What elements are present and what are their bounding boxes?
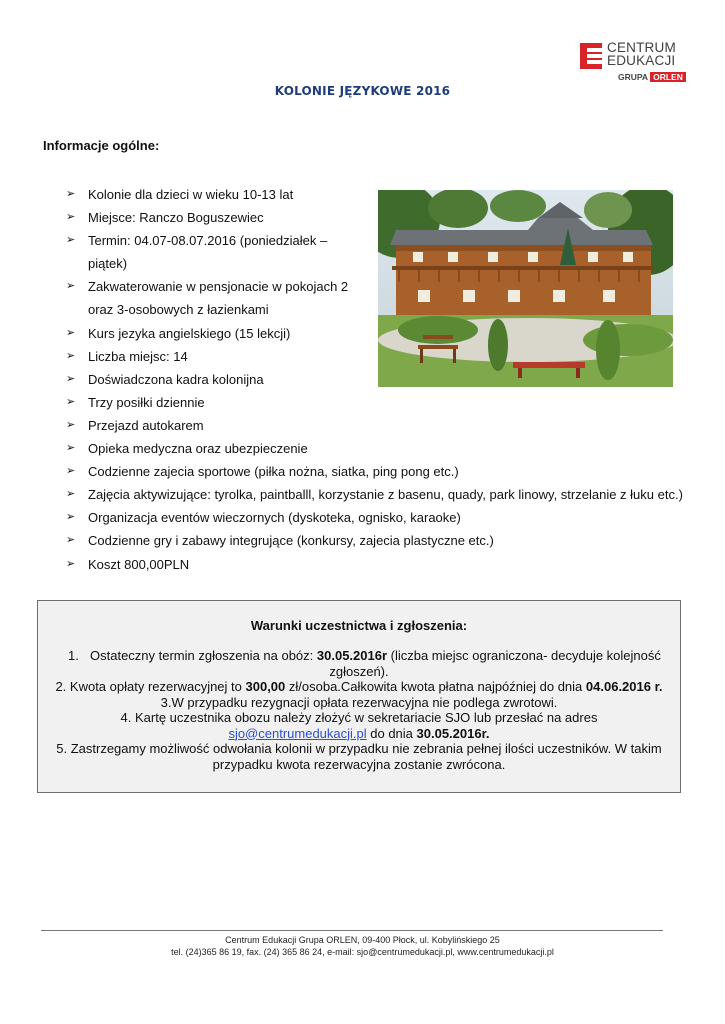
reservation-amount: 300,00 bbox=[245, 679, 286, 694]
list-item: ➢ Liczba miejsc: 14 bbox=[66, 345, 686, 368]
condition-item-4: 4. Kartę uczestnika obozu należy złożyć w sekretariacie SJO lub przesłać na adres sjo@centrumedukacji.pl do dnia 30.05.2016r. bbox=[120, 710, 598, 741]
conditions-body bbox=[42, 648, 676, 772]
condition-item-2: 2. Kwota opłaty rezerwacyjnej to 300,00 zł/osoba.Całkowita kwota płatna najpóźniej do dnia 04.06.2016 r. bbox=[55, 679, 663, 694]
arrow-bullet-icon: ➢ bbox=[66, 349, 76, 362]
list-item: ➢ Miejsce: Ranczo Boguszewiec bbox=[66, 206, 686, 229]
centrum-edukacji-logo bbox=[580, 40, 684, 84]
arrow-bullet-icon: ➢ bbox=[66, 488, 76, 501]
section-heading: Informacje ogólne: bbox=[43, 138, 160, 153]
arrow-bullet-icon: ➢ bbox=[66, 534, 76, 547]
arrow-bullet-icon: ➢ bbox=[66, 326, 76, 339]
arrow-bullet-icon: ➢ bbox=[66, 395, 76, 408]
email-link[interactable]: sjo@centrumedukacji.pl bbox=[228, 725, 367, 741]
logo-line1: CENTRUM bbox=[607, 40, 676, 55]
list-item: ➢ Zajęcia aktywizujące: tyrolka, paintballl, korzystanie z basenu, quady, park linowy, strzelanie z łuku etc.) bbox=[66, 483, 686, 506]
list-item: ➢ Przejazd autokarem bbox=[66, 414, 686, 437]
ranch-photo bbox=[378, 190, 673, 387]
document-title: KOLONIE JĘZYKOWE 2016 bbox=[274, 84, 451, 98]
condition-item-5: 5. Zastrzegamy możliwość odwołania kolonii w przypadku nie zebrania pełnej ilości uczestników. W takim przypadku kwota rezerwacyjna zostanie zwrócona. bbox=[56, 741, 662, 772]
list-item: ➢ Kolonie dla dzieci w wieku 10-13 lat bbox=[66, 183, 686, 206]
payment-deadline: 04.06.2016 r. bbox=[585, 679, 663, 694]
arrow-bullet-icon: ➢ bbox=[66, 211, 76, 224]
footer-divider bbox=[41, 930, 663, 931]
condition-item-1-number: 1. bbox=[68, 648, 79, 663]
logo-grupa: GRUPA bbox=[618, 72, 649, 82]
arrow-bullet-icon: ➢ bbox=[66, 188, 76, 200]
arrow-bullet-icon: ➢ bbox=[66, 442, 76, 455]
list-item: ➢ Koszt 800,00PLN bbox=[66, 553, 686, 576]
arrow-bullet-icon: ➢ bbox=[66, 511, 76, 524]
footer-contact: tel. (24)365 86 19, fax. (24) 365 86 24, e-mail: sjo@centrumedukacji.pl, www.centrumedukacji.pl bbox=[171, 947, 554, 957]
arrow-bullet-icon: ➢ bbox=[66, 418, 76, 431]
arrow-bullet-icon: ➢ bbox=[66, 465, 76, 478]
arrow-bullet-icon: ➢ bbox=[66, 234, 76, 247]
list-item: ➢ Trzy posiłki dziennie bbox=[66, 391, 686, 414]
conditions-box bbox=[37, 600, 681, 793]
list-item: ➢ Doświadczona kadra kolonijna bbox=[66, 368, 686, 391]
card-deadline: 30.05.2016r. bbox=[416, 725, 490, 741]
arrow-bullet-icon: ➢ bbox=[66, 557, 76, 570]
logo-line2: EDUKACJI bbox=[607, 53, 676, 68]
logo-e-mark-icon bbox=[580, 43, 602, 69]
list-item: ➢ Opieka medyczna oraz ubezpieczenie bbox=[66, 437, 686, 460]
footer-address: Centrum Edukacji Grupa ORLEN, 09-400 Płock, ul. Kobylińskiego 25 bbox=[225, 935, 500, 945]
logo-orlen-badge: ORLEN bbox=[650, 72, 686, 82]
arrow-bullet-icon: ➢ bbox=[66, 280, 76, 293]
condition-item-1: 1. Ostateczny termin zgłoszenia na obóz: 30.05.2016r (liczba miejsc ograniczona- decyduje kolejność zgłoszeń). bbox=[68, 648, 661, 679]
list-item: ➢ Codzienne zajecia sportowe (piłka nożna, siatka, ping pong etc.) bbox=[66, 460, 686, 483]
list-item: ➢ Zakwaterowanie w pensjonacie w pokojach 2 oraz 3-osobowych z łazienkami bbox=[66, 275, 686, 321]
condition-item-3: 3.W przypadku rezygnacji opłata rezerwacyjna nie podlega zwrotowi. bbox=[160, 694, 558, 710]
list-item: ➢ Codzienne gry i zabawy integrujące (konkursy, zajecia plastyczne etc.) bbox=[66, 529, 686, 552]
footer bbox=[0, 934, 725, 958]
list-item: ➢ Termin: 04.07-08.07.2016 (poniedziałek – piątek) bbox=[66, 229, 686, 275]
arrow-bullet-icon: ➢ bbox=[66, 372, 76, 385]
registration-deadline: 30.05.2016r bbox=[316, 648, 388, 663]
conditions-title: Warunki uczestnictwa i zgłoszenia: bbox=[250, 618, 468, 633]
list-item: ➢ Organizacja eventów wieczornych (dyskoteka, ognisko, karaoke) bbox=[66, 506, 686, 529]
list-item: ➢ Kurs jezyka angielskiego (15 lekcji) bbox=[66, 322, 686, 345]
